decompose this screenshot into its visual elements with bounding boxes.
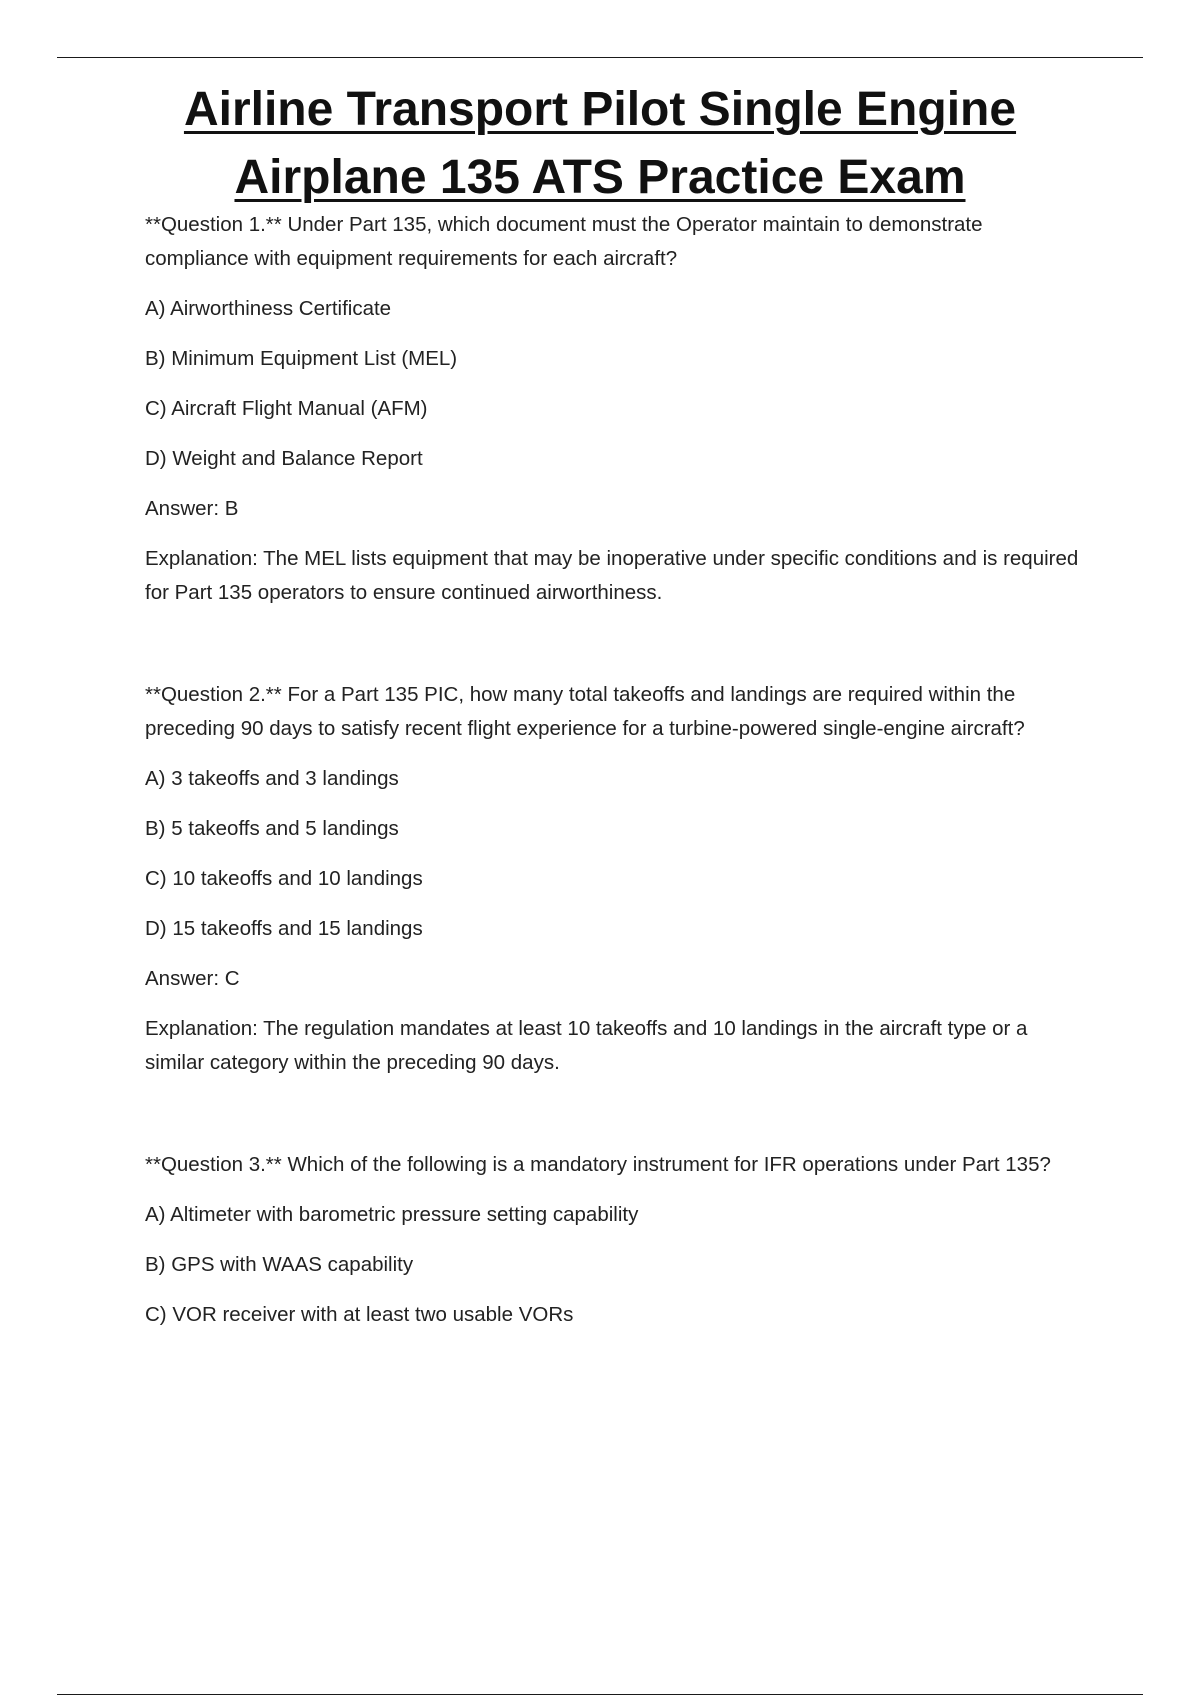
question-3-option-b: B) GPS with WAAS capability — [145, 1253, 414, 1276]
exam-content — [145, 208, 1085, 1348]
bottom-rule — [57, 1694, 1143, 1695]
question-2-option-b: B) 5 takeoffs and 5 landings — [145, 817, 399, 840]
section-gap — [145, 626, 1085, 678]
question-1 — [145, 208, 1085, 610]
question-1-option-b: B) Minimum Equipment List (MEL) — [145, 347, 458, 370]
question-2-option-c: C) 10 takeoffs and 10 landings — [145, 867, 423, 890]
question-1-explanation: Explanation: The MEL lists equipment that may be inoperative under specific conditions and is required for Part 135 operators to ensure continued airworthiness. — [145, 547, 1079, 604]
question-2 — [145, 678, 1085, 1080]
question-2-option-d: D) 15 takeoffs and 15 landings — [145, 917, 423, 940]
question-3-option-c: C) VOR receiver with at least two usable VORs — [145, 1303, 574, 1326]
question-2-prompt: **Question 2.** For a Part 135 PIC, how many total takeoffs and landings are required within the preceding 90 days to satisfy recent flight experience for a turbine-powered single-engine aircraft? — [145, 683, 1025, 740]
section-gap — [145, 1096, 1085, 1148]
question-1-option-d: D) Weight and Balance Report — [145, 447, 423, 470]
top-rule — [57, 57, 1143, 58]
question-1-option-c: C) Aircraft Flight Manual (AFM) — [145, 397, 428, 420]
question-3-option-a: A) Altimeter with barometric pressure setting capability — [145, 1203, 639, 1226]
question-3 — [145, 1148, 1085, 1332]
page-title — [0, 76, 1200, 212]
question-1-prompt: **Question 1.** Under Part 135, which document must the Operator maintain to demonstrate compliance with equipment requirements for each aircraft? — [145, 213, 983, 270]
question-2-explanation: Explanation: The regulation mandates at least 10 takeoffs and 10 landings in the aircraft type or a similar category within the preceding 90 days. — [145, 1017, 1028, 1074]
question-2-option-a: A) 3 takeoffs and 3 landings — [145, 767, 399, 790]
question-1-answer: Answer: B — [145, 497, 239, 520]
question-1-option-a: A) Airworthiness Certificate — [145, 297, 392, 320]
title-line-2: Airplane 135 ATS Practice Exam — [234, 151, 966, 204]
title-line-1: Airline Transport Pilot Single Engine — [183, 83, 1017, 136]
question-3-prompt: **Question 3.** Which of the following is a mandatory instrument for IFR operations under Part 135? — [145, 1153, 1051, 1176]
question-2-answer: Answer: C — [145, 967, 240, 990]
